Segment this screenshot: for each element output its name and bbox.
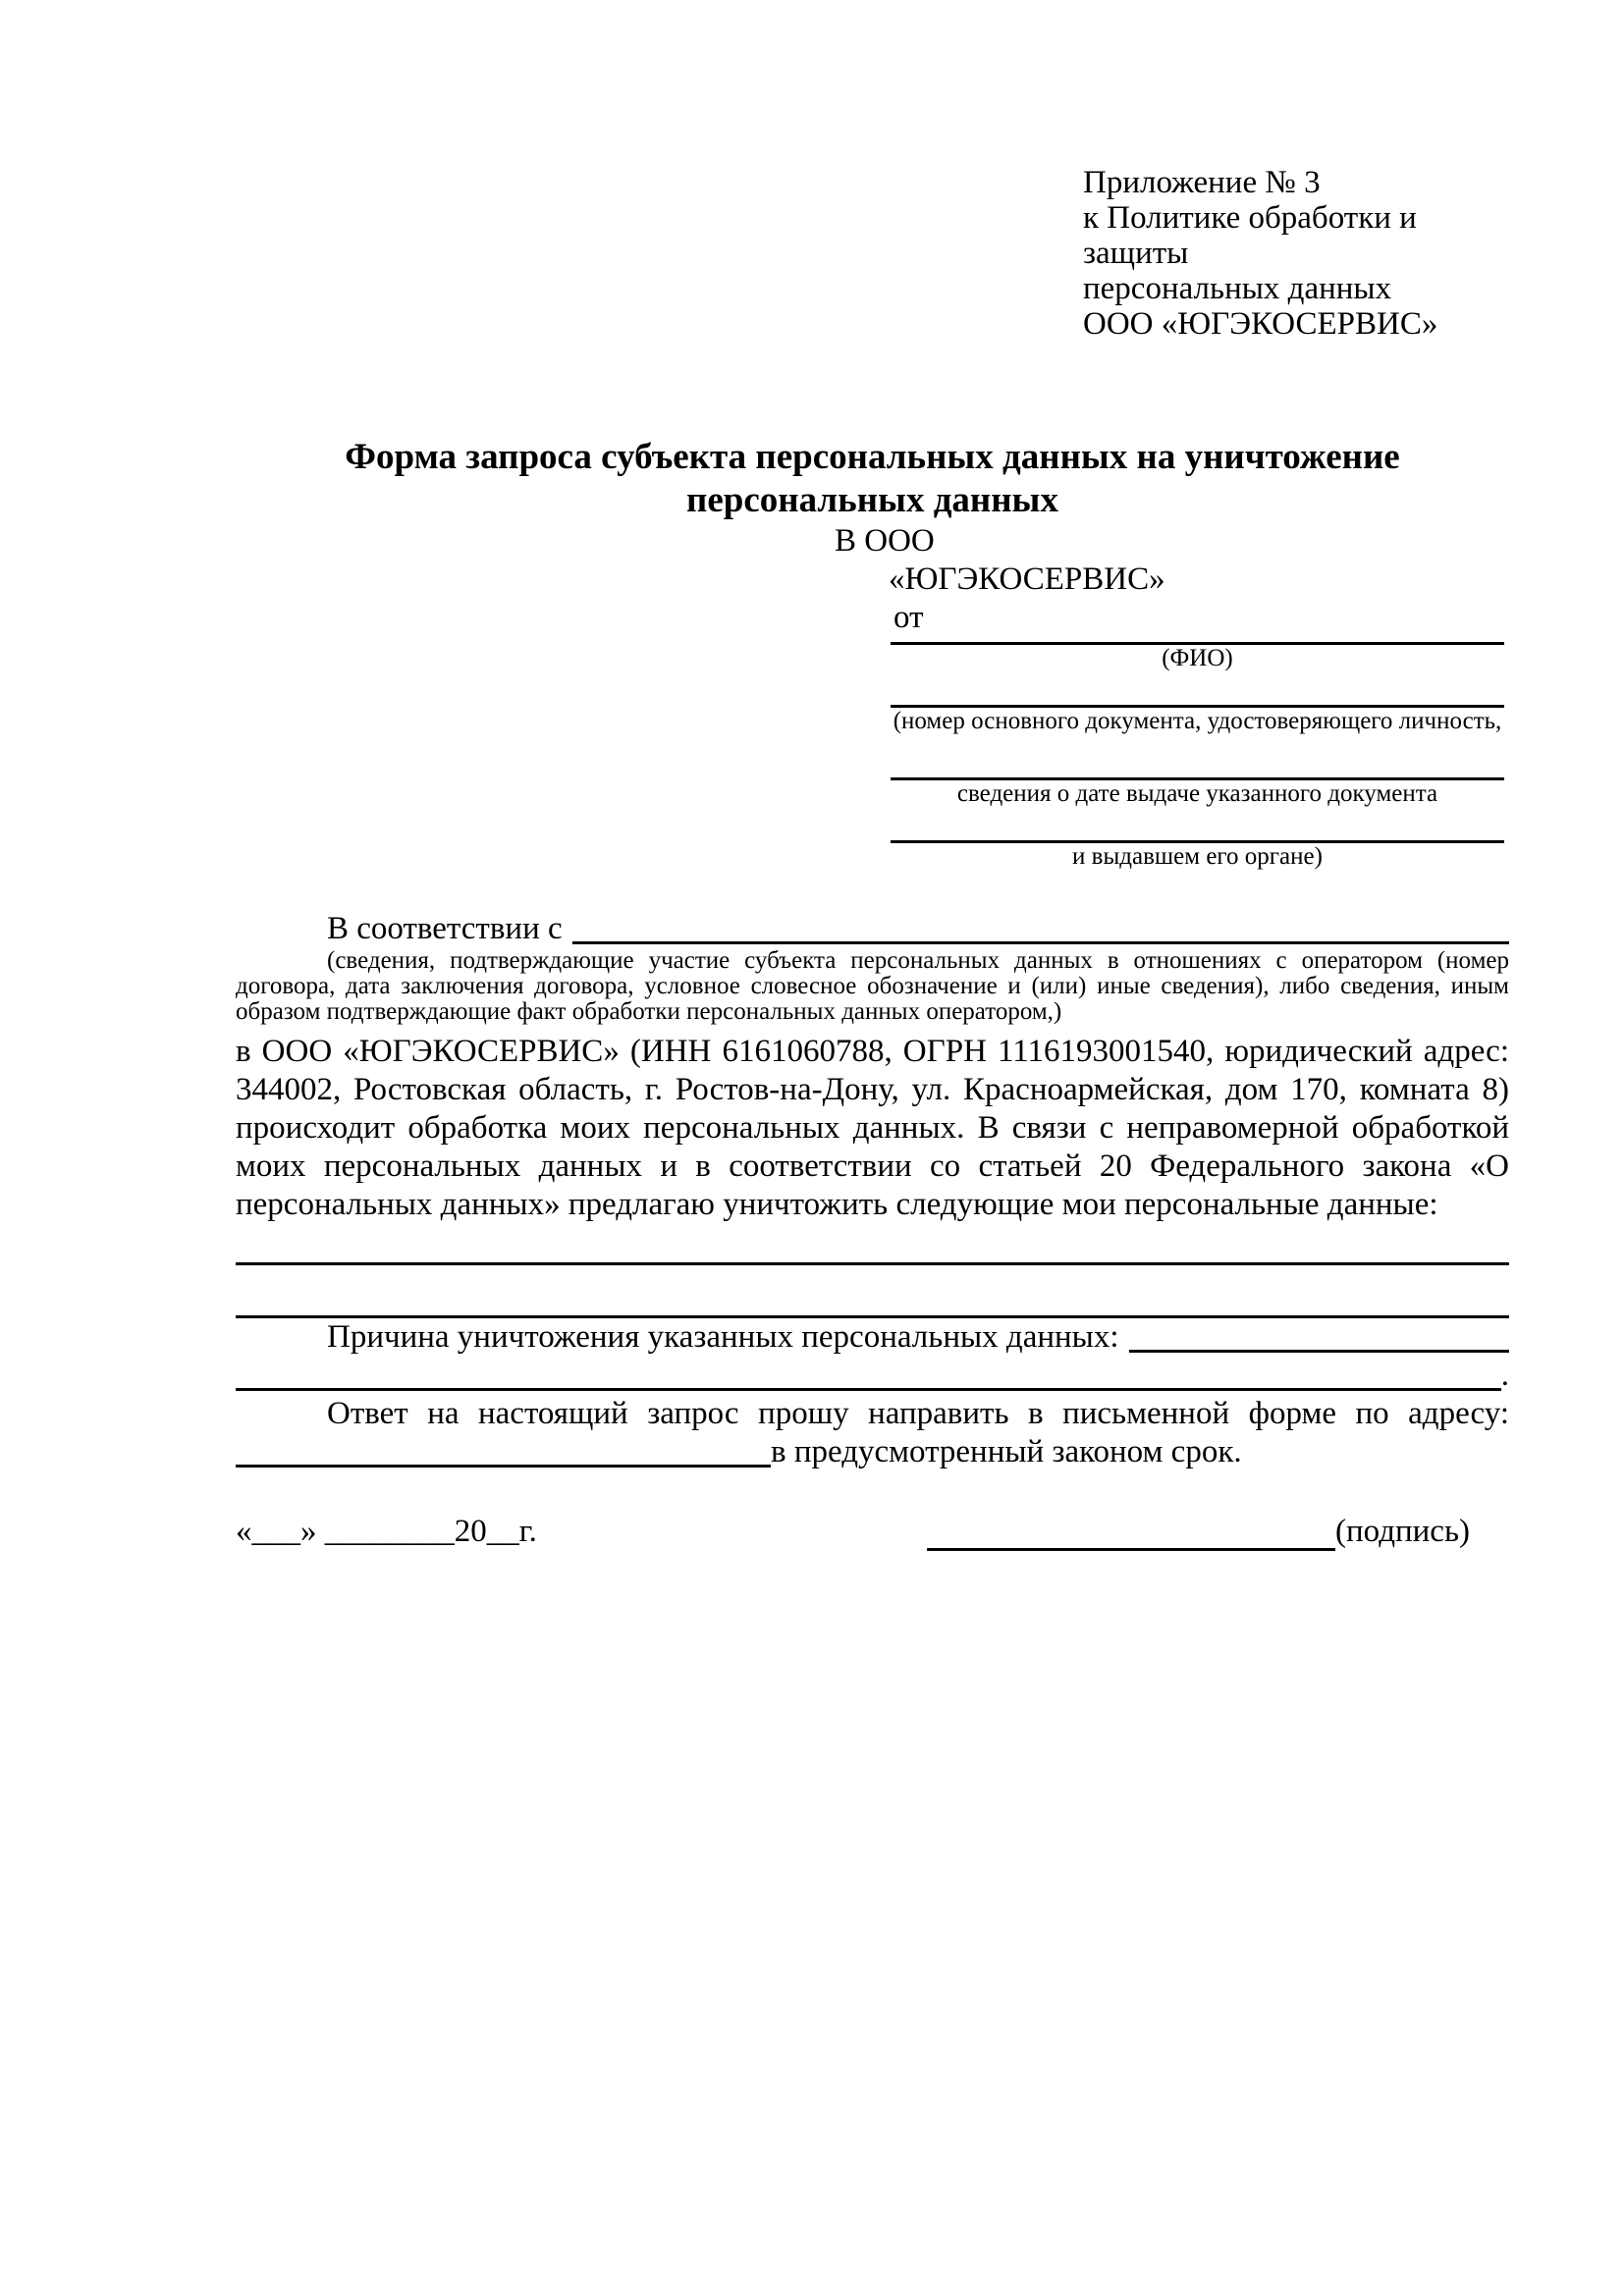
- personal-data-blank-line-2: [236, 1265, 1509, 1318]
- addressee-from-label: от: [893, 600, 924, 635]
- appendix-line: ООО «ЮГЭКОСЕРВИС»: [1083, 306, 1438, 342]
- accordance-row: [236, 910, 1509, 948]
- fio-blank-line: [891, 637, 1504, 645]
- signature-caption: (подпись): [1335, 1514, 1470, 1549]
- issuing-authority-blank-line: [891, 808, 1504, 843]
- period-mark: .: [1500, 1358, 1509, 1393]
- appendix-line: персональных данных: [1083, 271, 1392, 306]
- signature-group: [927, 1513, 1470, 1551]
- personal-data-blank-line-1: [236, 1224, 1509, 1265]
- body-paragraph: в ООО «ЮГЭКОСЕРВИС» (ИНН 6161060788, ОГРН 1116193001540, юридический адрес: 344002, Ростовская область, г. Ростов-на-Дону, ул. Красноармейская, дом 170, комната 8) происходит обработка моих персональных данных. В связи с неправомерной обработкой моих персональных данных и в соответствии со статьей 20 Федерального закона «О персональных данных» предлагаю уничтожить следующие мои персональные данные:: [236, 1034, 1509, 1222]
- date-blank-line: «___» ________20__г.: [236, 1514, 537, 1549]
- doc-number-caption: (номер основного документа, удостоверяющего личность,: [893, 708, 1502, 734]
- appendix-line: к Политике обработки и защиты: [1083, 200, 1417, 271]
- answer-term-text: в предусмотренный законом срок.: [771, 1434, 1242, 1469]
- address-blank-line: [236, 1433, 771, 1468]
- addressee-block: [236, 522, 1509, 637]
- reason-row: [236, 1318, 1509, 1357]
- reason-blank-line: [1129, 1318, 1509, 1353]
- accordance-blank-line: [572, 910, 1509, 944]
- reason-continuation-blank-line: [236, 1357, 1501, 1391]
- addressee-org-line: «ЮГЭКОСЕРВИС»: [889, 561, 1165, 597]
- signature-blank-line: [927, 1516, 1335, 1551]
- appendix-block: [1083, 165, 1509, 342]
- answer-request-line: Ответ на настоящий запрос прошу направить в письменной форме по адресу:: [327, 1396, 1509, 1431]
- date-signature-row: [236, 1513, 1509, 1551]
- answer-term-row: [236, 1433, 1509, 1471]
- issue-date-caption: сведения о дате выдаче указанного документа: [956, 780, 1438, 807]
- issue-date-blank-line: [891, 735, 1504, 780]
- reason-continuation-row: [236, 1357, 1509, 1395]
- doc-number-blank-line: [891, 672, 1504, 708]
- document-title: Форма запроса субъекта персональных данных на уничтожение персональных данных: [345, 437, 1400, 520]
- appendix-line: Приложение № 3: [1083, 165, 1321, 200]
- accordance-note: (сведения, подтверждающие участие субъекта персональных данных в отношениях с оператором (номер договора, дата заключения договора, условное словесное обозначение и (или) иные сведения), либо сведения, иным образом подтверждающие факт обработки персональных данных оператором,): [236, 947, 1509, 1025]
- accordance-prefix: В соответствии с: [327, 911, 563, 946]
- addressee-to-line: В ООО: [835, 523, 935, 559]
- fio-caption: (ФИО): [1162, 645, 1233, 671]
- applicant-details-block: [891, 637, 1504, 871]
- issuing-authority-caption: и выдавшем его органе): [1072, 843, 1323, 870]
- reason-prefix: Причина уничтожения указанных персональных данных:: [327, 1319, 1119, 1355]
